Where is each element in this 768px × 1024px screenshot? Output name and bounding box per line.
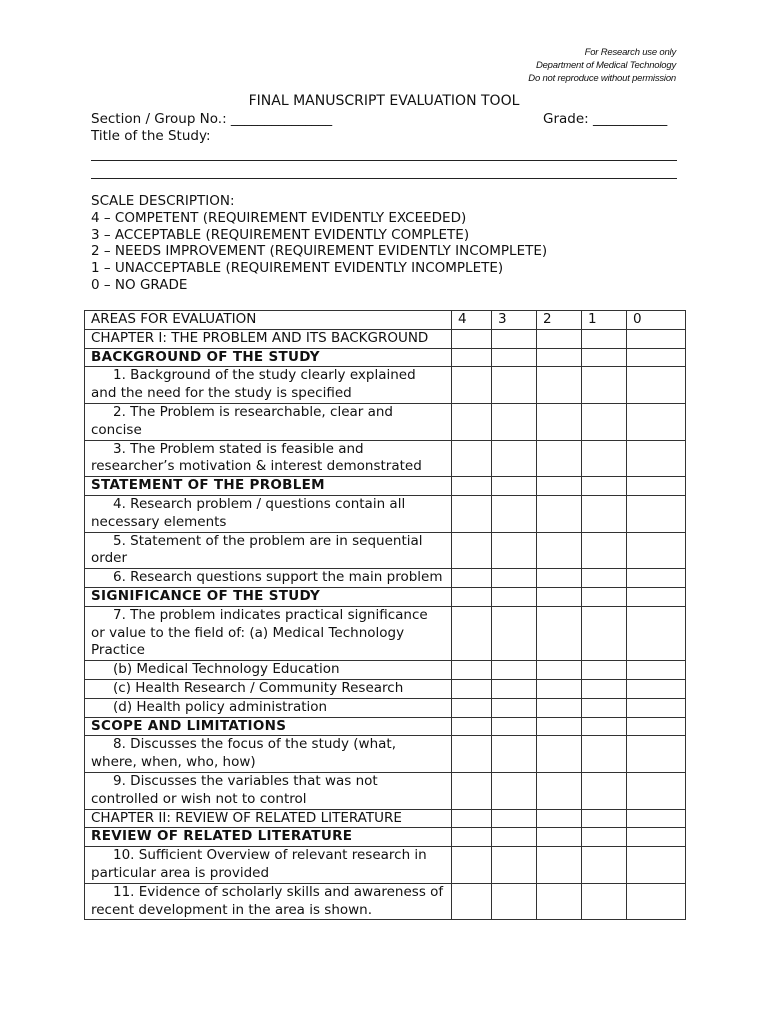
area-item: 1. Background of the study clearly explained and the need for the study is specified — [85, 367, 452, 404]
score-cell[interactable] — [627, 403, 686, 440]
score-cell[interactable] — [627, 348, 686, 367]
score-cell[interactable] — [627, 477, 686, 496]
score-cell[interactable] — [627, 587, 686, 606]
score-cell[interactable] — [537, 495, 582, 532]
score-cell[interactable] — [452, 698, 492, 717]
study-title-label: Title of the Study: — [91, 128, 211, 144]
score-cell[interactable] — [492, 587, 537, 606]
score-cell[interactable] — [452, 883, 492, 920]
score-cell[interactable] — [627, 532, 686, 569]
score-cell[interactable] — [582, 736, 627, 773]
score-cell[interactable] — [582, 661, 627, 680]
score-cell[interactable] — [492, 403, 537, 440]
evaluation-rows — [85, 329, 686, 920]
score-cell[interactable] — [452, 828, 492, 847]
score-cell[interactable] — [627, 440, 686, 477]
scale-item: 0 – NO GRADE — [91, 276, 188, 293]
area-section: REVIEW OF RELATED LITERATURE — [85, 828, 452, 847]
score-cell[interactable] — [492, 477, 537, 496]
area-section: SIGNIFICANCE OF THE STUDY — [85, 587, 452, 606]
score-cell[interactable] — [492, 329, 537, 348]
table-row — [85, 679, 686, 698]
score-cell[interactable] — [627, 772, 686, 809]
score-cell[interactable] — [582, 809, 627, 828]
evaluation-table — [84, 310, 686, 920]
study-title-line-2 — [91, 178, 677, 179]
score-cell[interactable] — [582, 679, 627, 698]
score-cell[interactable] — [627, 679, 686, 698]
score-cell[interactable] — [452, 367, 492, 404]
score-cell[interactable] — [582, 883, 627, 920]
score-cell[interactable] — [452, 679, 492, 698]
score-cell[interactable] — [492, 367, 537, 404]
score-cell[interactable] — [452, 477, 492, 496]
score-cell[interactable] — [537, 828, 582, 847]
table-row — [85, 828, 686, 847]
score-cell[interactable] — [537, 679, 582, 698]
score-cell[interactable] — [582, 698, 627, 717]
table-row — [85, 606, 686, 660]
table-row — [85, 532, 686, 569]
area-item: 5. Statement of the problem are in sequential order — [85, 532, 452, 569]
score-cell[interactable] — [492, 717, 537, 736]
score-cell[interactable] — [492, 661, 537, 680]
score-cell[interactable] — [537, 847, 582, 884]
score-cell[interactable] — [452, 717, 492, 736]
table-row — [85, 367, 686, 404]
score-cell[interactable] — [537, 883, 582, 920]
score-4-header: 4 — [452, 311, 492, 330]
score-cell[interactable] — [537, 717, 582, 736]
area-item: 2. The Problem is researchable, clear and concise — [85, 403, 452, 440]
score-cell[interactable] — [492, 495, 537, 532]
table-row — [85, 329, 686, 348]
score-cell[interactable] — [582, 367, 627, 404]
score-cell[interactable] — [627, 367, 686, 404]
score-0-header: 0 — [627, 311, 686, 330]
score-cell[interactable] — [452, 809, 492, 828]
scale-heading: SCALE DESCRIPTION: — [91, 193, 235, 209]
table-row — [85, 698, 686, 717]
area-item: 3. The Problem stated is feasible and researcher’s motivation & interest demonstrated — [85, 440, 452, 477]
score-cell[interactable] — [492, 698, 537, 717]
score-cell[interactable] — [537, 477, 582, 496]
areas-header: AREAS FOR EVALUATION — [85, 311, 452, 330]
area-item: 6. Research questions support the main problem — [85, 569, 452, 588]
score-cell[interactable] — [452, 495, 492, 532]
area-item: 4. Research problem / questions contain all necessary elements — [85, 495, 452, 532]
table-row — [85, 661, 686, 680]
area-section: STATEMENT OF THE PROBLEM — [85, 477, 452, 496]
score-cell[interactable] — [627, 717, 686, 736]
score-cell[interactable] — [627, 828, 686, 847]
usage-notice — [528, 46, 676, 85]
score-cell[interactable] — [627, 606, 686, 660]
score-cell[interactable] — [452, 587, 492, 606]
score-cell[interactable] — [537, 329, 582, 348]
score-2-header: 2 — [537, 311, 582, 330]
table-row — [85, 772, 686, 809]
score-cell[interactable] — [537, 569, 582, 588]
score-cell[interactable] — [582, 606, 627, 660]
table-row — [85, 847, 686, 884]
notice-line-3: Do not reproduce without permission — [528, 73, 676, 84]
score-cell[interactable] — [492, 569, 537, 588]
table-row — [85, 736, 686, 773]
area-item: 11. Evidence of scholarly skills and awareness of recent development in the area is shown. — [85, 883, 452, 920]
score-cell[interactable] — [452, 661, 492, 680]
area-item: 9. Discusses the variables that was not controlled or wish not to control — [85, 772, 452, 809]
score-cell[interactable] — [537, 587, 582, 606]
score-cell[interactable] — [582, 495, 627, 532]
score-cell[interactable] — [492, 883, 537, 920]
score-cell[interactable] — [492, 440, 537, 477]
score-cell[interactable] — [582, 440, 627, 477]
score-cell[interactable] — [627, 495, 686, 532]
area-section: SCOPE AND LIMITATIONS — [85, 717, 452, 736]
table-row — [85, 569, 686, 588]
area-chapter: CHAPTER I: THE PROBLEM AND ITS BACKGROUND — [85, 329, 452, 348]
table-row — [85, 403, 686, 440]
score-cell[interactable] — [537, 367, 582, 404]
score-3-header: 3 — [492, 311, 537, 330]
score-cell[interactable] — [537, 532, 582, 569]
scale-item: 2 – NEEDS IMPROVEMENT (REQUIREMENT EVIDENTLY INCOMPLETE) — [91, 243, 548, 260]
score-cell[interactable] — [627, 883, 686, 920]
score-cell[interactable] — [627, 847, 686, 884]
score-cell[interactable] — [452, 348, 492, 367]
score-cell[interactable] — [452, 772, 492, 809]
score-cell[interactable] — [492, 348, 537, 367]
table-row — [85, 495, 686, 532]
score-cell[interactable] — [537, 661, 582, 680]
area-item: 8. Discusses the focus of the study (what, where, when, who, how) — [85, 736, 452, 773]
area-item: 7. The problem indicates practical significance or value to the field of: (a) Medical Technology Practice — [85, 606, 452, 660]
table-row — [85, 348, 686, 367]
score-cell[interactable] — [627, 661, 686, 680]
area-sub: (d) Health policy administration — [85, 698, 452, 717]
score-cell[interactable] — [452, 736, 492, 773]
score-cell[interactable] — [452, 329, 492, 348]
scale-item: 3 – ACCEPTABLE (REQUIREMENT EVIDENTLY COMPLETE) — [91, 226, 470, 243]
score-cell[interactable] — [452, 440, 492, 477]
scale-item: 1 – UNACCEPTABLE (REQUIREMENT EVIDENTLY INCOMPLETE) — [91, 260, 504, 277]
score-cell[interactable] — [452, 847, 492, 884]
score-cell[interactable] — [492, 828, 537, 847]
score-cell[interactable] — [582, 717, 627, 736]
table-row — [85, 587, 686, 606]
score-cell[interactable] — [492, 847, 537, 884]
score-cell[interactable] — [452, 606, 492, 660]
score-cell[interactable] — [582, 587, 627, 606]
score-cell[interactable] — [537, 606, 582, 660]
study-title-line-1 — [91, 160, 677, 161]
score-cell[interactable] — [452, 403, 492, 440]
score-cell[interactable] — [492, 606, 537, 660]
score-cell[interactable] — [582, 348, 627, 367]
score-cell[interactable] — [537, 809, 582, 828]
table-row — [85, 477, 686, 496]
score-cell[interactable] — [582, 403, 627, 440]
score-cell[interactable] — [582, 828, 627, 847]
score-cell[interactable] — [627, 569, 686, 588]
score-cell[interactable] — [452, 532, 492, 569]
score-1-header: 1 — [582, 311, 627, 330]
score-cell[interactable] — [452, 569, 492, 588]
score-cell[interactable] — [492, 679, 537, 698]
score-cell[interactable] — [492, 736, 537, 773]
score-cell[interactable] — [582, 569, 627, 588]
page-title: FINAL MANUSCRIPT EVALUATION TOOL — [248, 93, 520, 109]
area-section: BACKGROUND OF THE STUDY — [85, 348, 452, 367]
score-cell[interactable] — [492, 532, 537, 569]
score-cell[interactable] — [582, 772, 627, 809]
score-cell[interactable] — [537, 736, 582, 773]
table-row — [85, 883, 686, 920]
scale-item: 4 – COMPETENT (REQUIREMENT EVIDENTLY EXCEEDED) — [91, 209, 467, 226]
area-sub: (b) Medical Technology Education — [85, 661, 452, 680]
section-group-field: Section / Group No.: _______________ — [91, 111, 333, 127]
scale-description — [91, 193, 547, 294]
score-cell[interactable] — [627, 698, 686, 717]
notice-line-2: Department of Medical Technology — [535, 60, 676, 71]
score-cell[interactable] — [582, 329, 627, 348]
notice-line-1: For Research use only — [584, 47, 676, 58]
score-cell[interactable] — [492, 772, 537, 809]
area-sub: (c) Health Research / Community Research — [85, 679, 452, 698]
score-cell[interactable] — [627, 809, 686, 828]
score-cell[interactable] — [627, 736, 686, 773]
score-cell[interactable] — [582, 532, 627, 569]
table-row — [85, 809, 686, 828]
score-cell[interactable] — [582, 477, 627, 496]
grade-field: Grade: ___________ — [543, 111, 668, 127]
score-cell[interactable] — [537, 348, 582, 367]
score-cell[interactable] — [537, 403, 582, 440]
score-cell[interactable] — [537, 440, 582, 477]
score-cell[interactable] — [582, 847, 627, 884]
score-cell[interactable] — [627, 329, 686, 348]
table-row — [85, 717, 686, 736]
score-cell[interactable] — [537, 698, 582, 717]
table-header-row — [85, 311, 686, 330]
score-cell[interactable] — [537, 772, 582, 809]
area-item: 10. Sufficient Overview of relevant research in particular area is provided — [85, 847, 452, 884]
table-row — [85, 440, 686, 477]
area-chapter: CHAPTER II: REVIEW OF RELATED LITERATURE — [85, 809, 452, 828]
score-cell[interactable] — [492, 809, 537, 828]
